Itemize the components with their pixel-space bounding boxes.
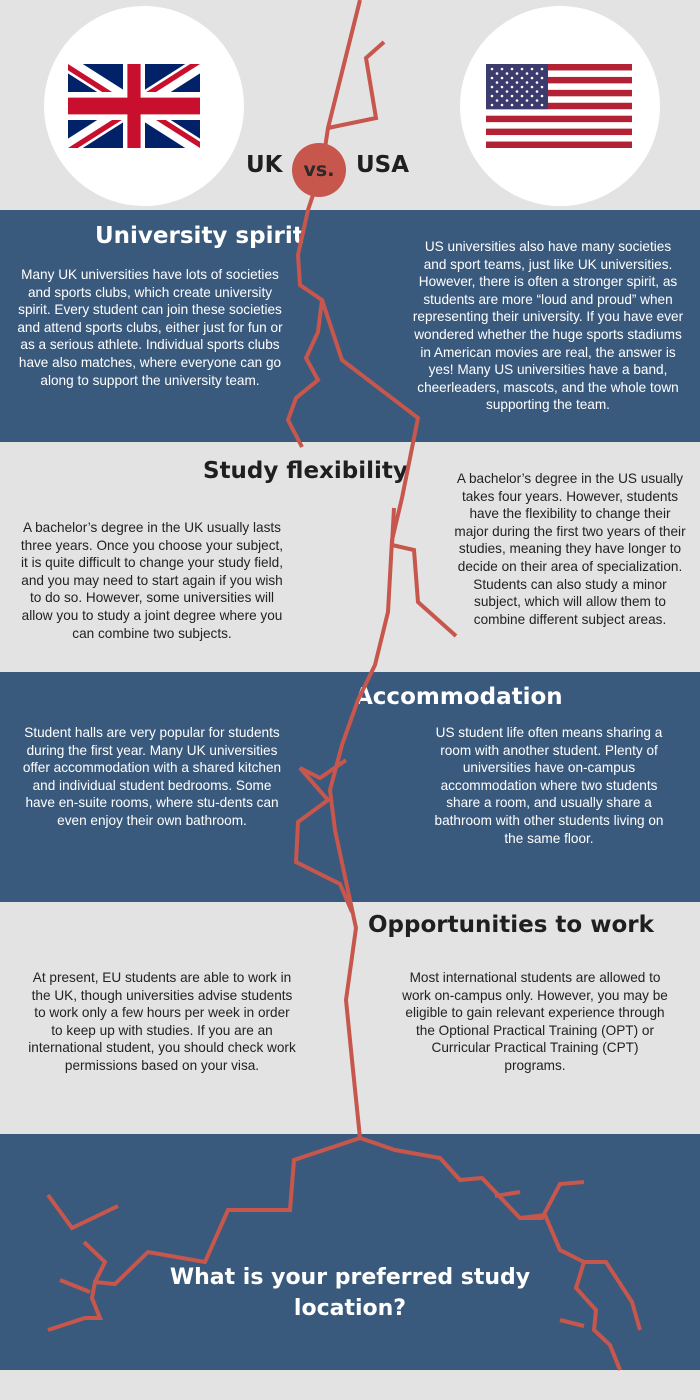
us-study-flexibility-text: A bachelor’s degree in the US usually takes four years. However, students have the flexibility to change their major during the first two years of their studies, meaning they have longer to decide on their area of specialization. Students can also study a minor subject, which will allow them to combine different subject areas. xyxy=(454,471,686,627)
section-study-flexibility xyxy=(0,442,700,672)
uk-university-spirit-text: Many UK universities have lots of societies and sports clubs, which create university spirit. Every student can join these societies and attend sports clubs, either just for fun or as a serious athlete. Individual sports clubs have also matches, where everyone can go along to support the university team. xyxy=(17,267,283,388)
section-title-university-spirit: University spirit xyxy=(95,223,304,249)
us-opportunities-to-work-text: Most international students are allowed to work on-campus only. However, you may be eligible to gain relevant experience through the Optional Practical Training (OPT) or Curricular Practical Training (CPT) programs. xyxy=(402,970,668,1073)
section-accommodation xyxy=(0,672,700,902)
uk-label: UK xyxy=(246,152,283,178)
us-flag-icon xyxy=(486,64,632,148)
us-flag-circle xyxy=(460,6,660,206)
section-opportunities-to-work xyxy=(0,902,700,1134)
uk-flag-circle xyxy=(44,6,244,206)
us-university-spirit-text: US universities also have many societies and sport teams, just like UK universities. However, there is often a stronger spirit, as students are more “loud and proud” when representing their university. If you have ever wondered whether the huge sports stadiums in American movies are real, the answer is yes! Many US universities have a band, cheerleaders, mascots, and the whole town supporting the team. xyxy=(412,239,684,413)
section-title-accommodation: Accommodation xyxy=(355,684,563,710)
us-accommodation-text: US student life often means sharing a room with another student. Plenty of universities have on-campus accommodation where two students share a room, and usually share a bathroom with other students living on the same floor. xyxy=(434,725,664,846)
section-title-study-flexibility: Study flexibility xyxy=(203,458,408,484)
section-university-spirit xyxy=(0,210,700,442)
uk-accommodation-text: Student halls are very popular for students during the first year. Many UK universities offer accommodation with a shared kitchen and individual student bedrooms. Some have en-suite rooms, where stu-dents can even enjoy their own bathroom. xyxy=(22,725,282,828)
usa-label: USA xyxy=(356,152,410,178)
footer-band xyxy=(0,1134,700,1370)
bottom-strip xyxy=(0,1370,700,1400)
closing-question: What is your preferred study location? xyxy=(169,1265,531,1321)
uk-opportunities-to-work-text: At present, EU students are able to work in the UK, though universities advise students to work only a few hours per week in order to keep up with studies. If you are an international student, you should check work permissions based on your visa. xyxy=(28,970,296,1073)
vs-badge: vs. xyxy=(292,143,346,197)
uk-flag-icon xyxy=(68,64,200,148)
uk-study-flexibility-text: A bachelor’s degree in the UK usually lasts three years. Once you choose your subject, it is quite difficult to change your study field, and you may need to start again if you wish to do so. However, some universities will allow you to study a joint degree where you can combine two subjects. xyxy=(20,520,284,641)
section-title-opportunities-to-work: Opportunities to work xyxy=(368,912,654,938)
